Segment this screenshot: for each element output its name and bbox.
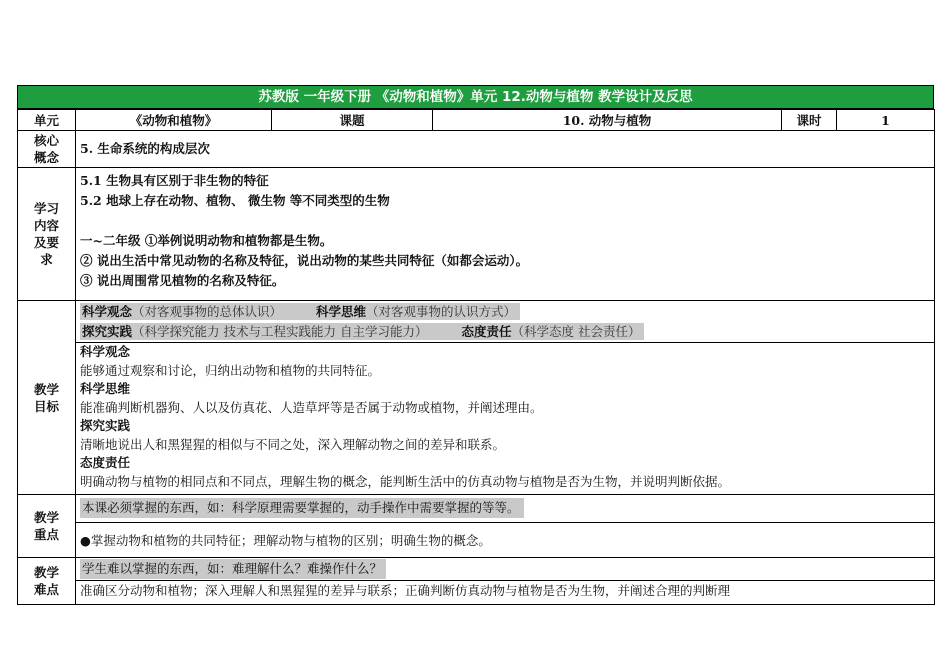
key-points-row <box>18 495 935 558</box>
difficulties-row <box>18 558 935 605</box>
goal-title: 科学观念 <box>80 344 131 359</box>
goal-title: 态度责任 <box>80 455 131 470</box>
goal-title: 科学思维 <box>80 381 131 396</box>
learning-content-label: 学习 内容 及要 求 <box>18 168 76 301</box>
difficulties-text: 准确区分动物和植物；深入理解人和黑猩猩的差异与联系；正确判断仿真动物与植物是否为生物，并阐述合理的判断理 <box>80 583 731 598</box>
learning-content-line: 一~二年级 ①举例说明动物和植物都是生物。 <box>80 233 333 248</box>
page-title: 苏教版 一年级下册 《动物和植物》单元 12.动物与植物 教学设计及反思 <box>17 85 934 109</box>
unit-label: 单元 <box>18 110 76 131</box>
legend-desc: （对客观事物的认识方式） <box>366 304 517 319</box>
learning-content-line: 5.1 生物具有区别于非生物的特征 <box>80 173 269 188</box>
core-concept-label: 核心 概念 <box>18 131 76 168</box>
difficulties-hint: 学生难以掌握的东西，如：难理解什么？难操作什么？ <box>80 559 386 579</box>
key-points-text: ●掌握动物和植物的共同特征；理解动物与植物的区别；明确生物的概念。 <box>80 533 491 548</box>
lesson-plan-sheet <box>17 85 934 605</box>
difficulties-label: 教学 难点 <box>18 558 76 605</box>
learning-content-line: ② 说出生活中常见动物的名称及特征，说出动物的某些共同特征（如都会运动）。 <box>80 253 529 268</box>
goal-text: 清晰地说出人和黑猩猩的相似与不同之处，深入理解动物之间的差异和联系。 <box>80 436 506 452</box>
goal-text: 能准确判断机器狗、人以及仿真花、人造草坪等是否属于动物或植物，并阐述理由。 <box>80 399 543 415</box>
goal-text: 明确动物与植物的相同点和不同点，理解生物的概念，能判断生活中的仿真动物与植物是否为生物，并说明判断依据。 <box>80 473 731 489</box>
periods-label: 课时 <box>782 110 837 131</box>
teaching-goals-row <box>18 301 935 495</box>
topic-label: 课题 <box>272 110 433 131</box>
goals-legend-line-2 <box>80 322 930 342</box>
unit-value: 《动物和植物》 <box>76 110 272 131</box>
legend-term: 科学思维 <box>316 304 367 319</box>
key-points-hint: 本课必须掌握的东西，如：科学原理需要掌握的，动手操作中需要掌握的等等。 <box>80 498 524 518</box>
goal-text: 能够通过观察和讨论，归纳出动物和植物的共同特征。 <box>80 362 381 378</box>
topic-value: 10. 动物与植物 <box>433 110 782 131</box>
goal-title: 探究实践 <box>80 418 131 433</box>
lesson-plan-table <box>17 109 935 605</box>
core-concept-text: 5. 生命系统的构成层次 <box>80 141 210 156</box>
teaching-goals-content <box>76 301 934 494</box>
goals-legend-line-1 <box>80 302 930 322</box>
key-points-hint-box <box>76 495 934 522</box>
learning-content-line: 5.2 地球上存在动物、植物、 微生物 等不同类型的生物 <box>80 193 390 208</box>
difficulties-hint-box <box>76 558 934 580</box>
learning-content-text <box>76 168 934 294</box>
legend-term: 态度责任 <box>461 324 512 339</box>
info-row <box>18 110 935 131</box>
legend-desc: （对客观事物的总体认识） <box>132 304 283 319</box>
legend-desc: （科学探究能力 技术与工程实践能力 自主学习能力） <box>132 324 428 339</box>
learning-content-line: ③ 说出周围常见植物的名称及特征。 <box>80 273 285 288</box>
core-concept-row <box>18 131 935 168</box>
legend-term: 科学观念 <box>82 304 133 319</box>
legend-term: 探究实践 <box>82 324 133 339</box>
learning-content-row <box>18 168 935 301</box>
periods-value: 1 <box>837 110 935 131</box>
key-points-label: 教学 重点 <box>18 495 76 558</box>
legend-desc: （科学态度 社会责任） <box>511 324 641 339</box>
teaching-goals-label: 教学 目标 <box>18 301 76 495</box>
